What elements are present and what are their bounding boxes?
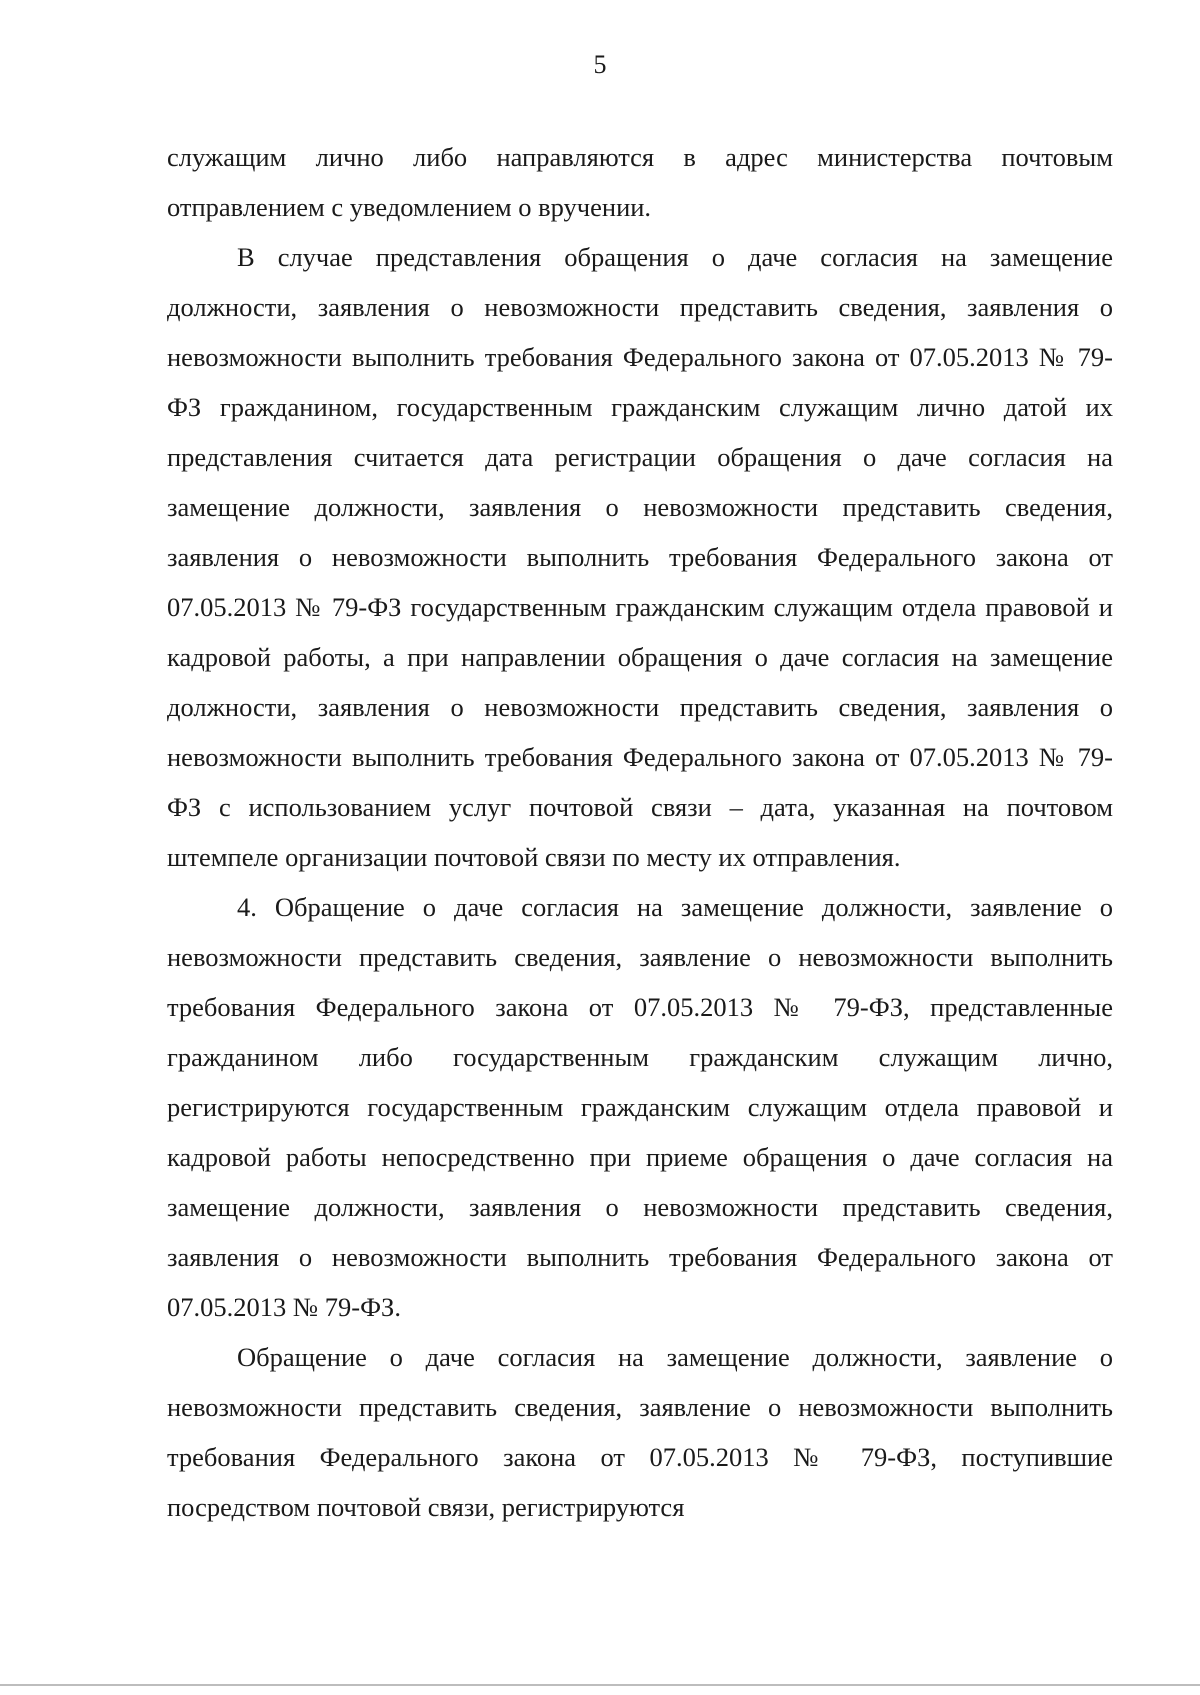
scan-bottom-edge (0, 1684, 1200, 1690)
paragraph-postal-registration: Обращение о даче согласия на замещение должности, заявление о невозможности представить сведения, заявление о невозможности выполнить требования Федерального закона от 07.05.2013 № 79-ФЗ, поступившие посредством почтовой связи, регистрируются (167, 1342, 1113, 1522)
paragraph-item-4: 4. Обращение о даче согласия на замещение должности, заявление о невозможности представить сведения, заявление о невозможности выполнить требования Федерального закона от 07.05.2013 № 79-ФЗ, представленные гражданином либо государственным гражданским служащим лично, регистрируются государственным гражданским служащим отдела правовой и кадровой работы непосредственно при приеме обращения о даче согласия на замещение должности, заявления о невозможности представить сведения, заявления о невозможности выполнить требования Федерального закона от 07.05.2013 № 79-ФЗ. (167, 892, 1113, 1322)
paragraph-registration-date: В случае представления обращения о даче согласия на замещение должности, заявления о невозможности представить сведения, заявления о невозможности выполнить требования Федерального закона от 07.05.2013 № 79-ФЗ гражданином, государственным гражданским служащим лично датой их представления считается дата регистрации обращения о даче согласия на замещение должности, заявления о невозможности представить сведения, заявления о невозможности выполнить требования Федерального закона от 07.05.2013 № 79-ФЗ государственным гражданским служащим отдела правовой и кадровой работы, а при направлении обращения о даче согласия на замещение должности, заявления о невозможности представить сведения, заявления о невозможности выполнить требования Федерального закона от 07.05.2013 № 79-ФЗ с использованием услуг почтовой связи – дата, указанная на почтовом штемпеле организации почтовой связи по месту их отправления. (167, 242, 1113, 872)
page-number: 5 (593, 50, 607, 79)
document-body (167, 132, 1113, 1532)
paragraph-continuation: служащим лично либо направляются в адрес министерства почтовым отправлением с уведомлением о вручении. (167, 142, 1113, 222)
